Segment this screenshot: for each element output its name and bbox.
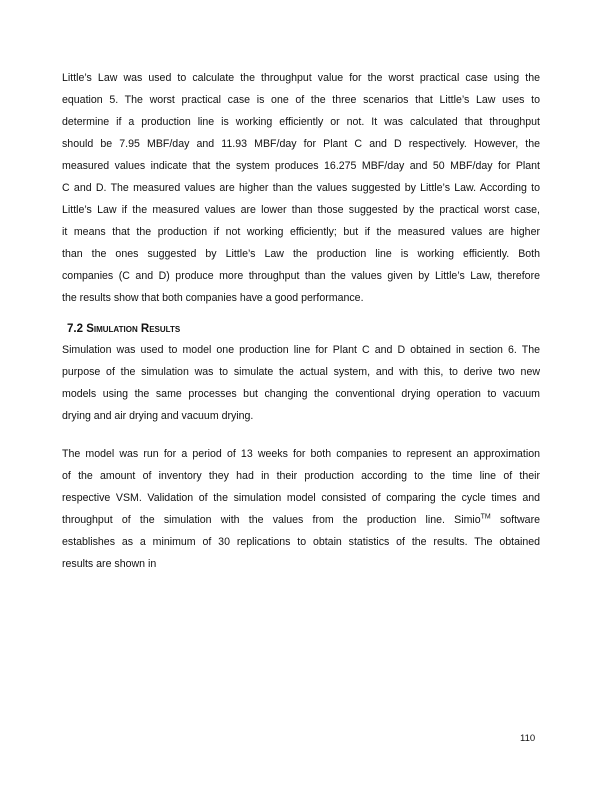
text-line: the results show that both companies have a good performance. [62,292,364,304]
text-segment: software [490,514,540,526]
text-line: determine if a production line is working efficiently or not. It was calculated that throughput [62,116,540,128]
text-line: drying and air drying and vacuum drying. [62,410,254,422]
text-line [62,509,540,531]
text-line: establishes as a minimum of 30 replications to obtain statistics of the results. The obtained [62,536,540,548]
paragraph-simulation-intro [62,339,540,427]
text-line: models using the same processes but changing the conventional drying operation to vacuum [62,388,540,400]
trademark-superscript: TM [480,513,491,521]
text-line: equation 5. The worst practical case is one of the three scenarios that Little’s Law uses to [62,94,540,106]
text-line: results are shown in [62,558,157,570]
text-line: Little’s Law was used to calculate the throughput value for the worst practical case using the [62,72,540,84]
text-line: measured values indicate that the system produces 16.275 MBF/day and 50 MBF/day for Plant [62,160,540,172]
text-line: C and D. The measured values are higher than the values suggested by Little’s Law. According to [62,182,540,194]
paragraph-model-run [62,443,540,575]
page-number: 110 [520,733,536,744]
text-line: of the amount of inventory they had in their production according to the time line of their [62,470,540,482]
text-line: The model was run for a period of 13 weeks for both companies to represent an approximation [62,448,540,460]
text-line: than the ones suggested by Little’s Law the production line is working efficiently. Both [62,248,540,260]
text-line: Simulation was used to model one production line for Plant C and D obtained in section 6. The [62,344,540,356]
text-line: it means that the production if not working efficiently; but if the measured values are higher [62,226,540,238]
text-line: Little’s Law if the measured values are lower than those suggested by the practical worst case, [62,204,540,216]
text-line: should be 7.95 MBF/day and 11.93 MBF/day for Plant C and D respectively. However, the [62,138,540,150]
text-line: purpose of the simulation was to simulate the actual system, and with this, to derive two new [62,366,540,378]
paragraph-littles-law [62,67,540,309]
section-number: 7.2 [67,323,83,335]
text-line: respective VSM. Validation of the simulation model consisted of comparing the cycle times and [62,492,540,504]
text-segment: throughput of the simulation with the values from the production line. Simio [62,514,481,526]
section-title: Simulation Results [86,323,181,335]
text-line: companies (C and D) produce more throughput than the values given by Little’s Law, therefore [62,270,540,282]
section-heading [67,323,180,335]
